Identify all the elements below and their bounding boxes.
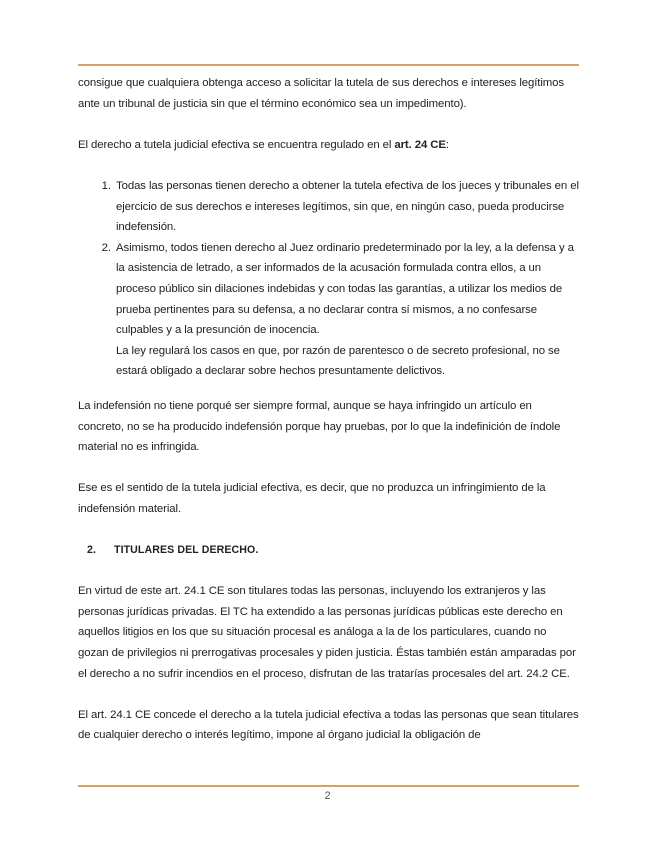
list-item-text: Todas las personas tienen derecho a obtener la tutela efectiva de los jueces y tribunales en el ejercicio de sus derechos e intereses legítimos, sin que, en ningún caso, pueda producirse indefensión. (116, 179, 579, 234)
section-title: TITULARES DEL DERECHO. (114, 544, 259, 557)
list-item (114, 238, 579, 382)
paragraph (78, 135, 579, 156)
list-item-text: La ley regulará los casos en que, por razón de parentesco o de secreto profesional, no se estará obligado a declarar sobre hechos presuntamente delictivos. (116, 344, 560, 378)
section-heading (78, 540, 579, 561)
paragraph: El art. 24.1 CE concede el derecho a la tutela judicial efectiva a todas las personas que sean titulares de cualquier derecho o interés legítimo, impone al órgano judicial la obligación de (78, 708, 579, 742)
article-list (78, 176, 579, 382)
list-item (114, 176, 579, 238)
paragraph-text: El derecho a tutela judicial efectiva se encuentra regulado en el (78, 138, 395, 151)
paragraph: La indefensión no tiene porqué ser siempre formal, aunque se haya infringido un artículo en concreto, no se ha producido indefensión porque hay pruebas, por lo que la indefinición de índole material no es infringida. (78, 399, 561, 454)
document-body (78, 73, 579, 746)
section-number: 2. (87, 544, 97, 557)
paragraph: Ese es el sentido de la tutela judicial efectiva, es decir, que no produzca un infringimiento de la indefensión material. (78, 482, 546, 515)
paragraph: consigue que cualquiera obtenga acceso a solicitar la tutela de sus derechos e intereses legítimos ante un tribunal de justicia sin que el término económico sea un impedimento). (78, 77, 564, 110)
header-rule (78, 64, 579, 66)
footer-rule (78, 785, 579, 787)
list-item-text: Asimismo, todos tienen derecho al Juez ordinario predeterminado por la ley, a la defensa y a la asistencia de letrado, a ser informados de la acusación formulada contra ellos, a un proceso público sin dilaciones indebidas y con todas las garantías, a utilizar los medios de prueba pertinentes para su defensa, a no declarar contra sí mismos, a no confesarse culpables y a la presunción de inocencia. (116, 241, 574, 337)
article-reference: art. 24 CE (394, 138, 446, 151)
paragraph: En virtud de este art. 24.1 CE son titulares todas las personas, incluyendo los extranjeros y las personas jurídicas privadas. El TC ha extendido a las personas jurídicas públicas este derecho en aquellos litigios en los que su situación procesal es análoga a la de los particulares, cuando no gozan de privilegios ni prerrogativas procesales y piden justicia. Éstas también están amparadas por el derecho a no sufrir incendios en el proceso, disfrutan de las tratarías procesales del art. 24.2 CE. (78, 585, 576, 680)
paragraph-text: : (445, 138, 449, 151)
page-number: 2 (324, 790, 331, 802)
